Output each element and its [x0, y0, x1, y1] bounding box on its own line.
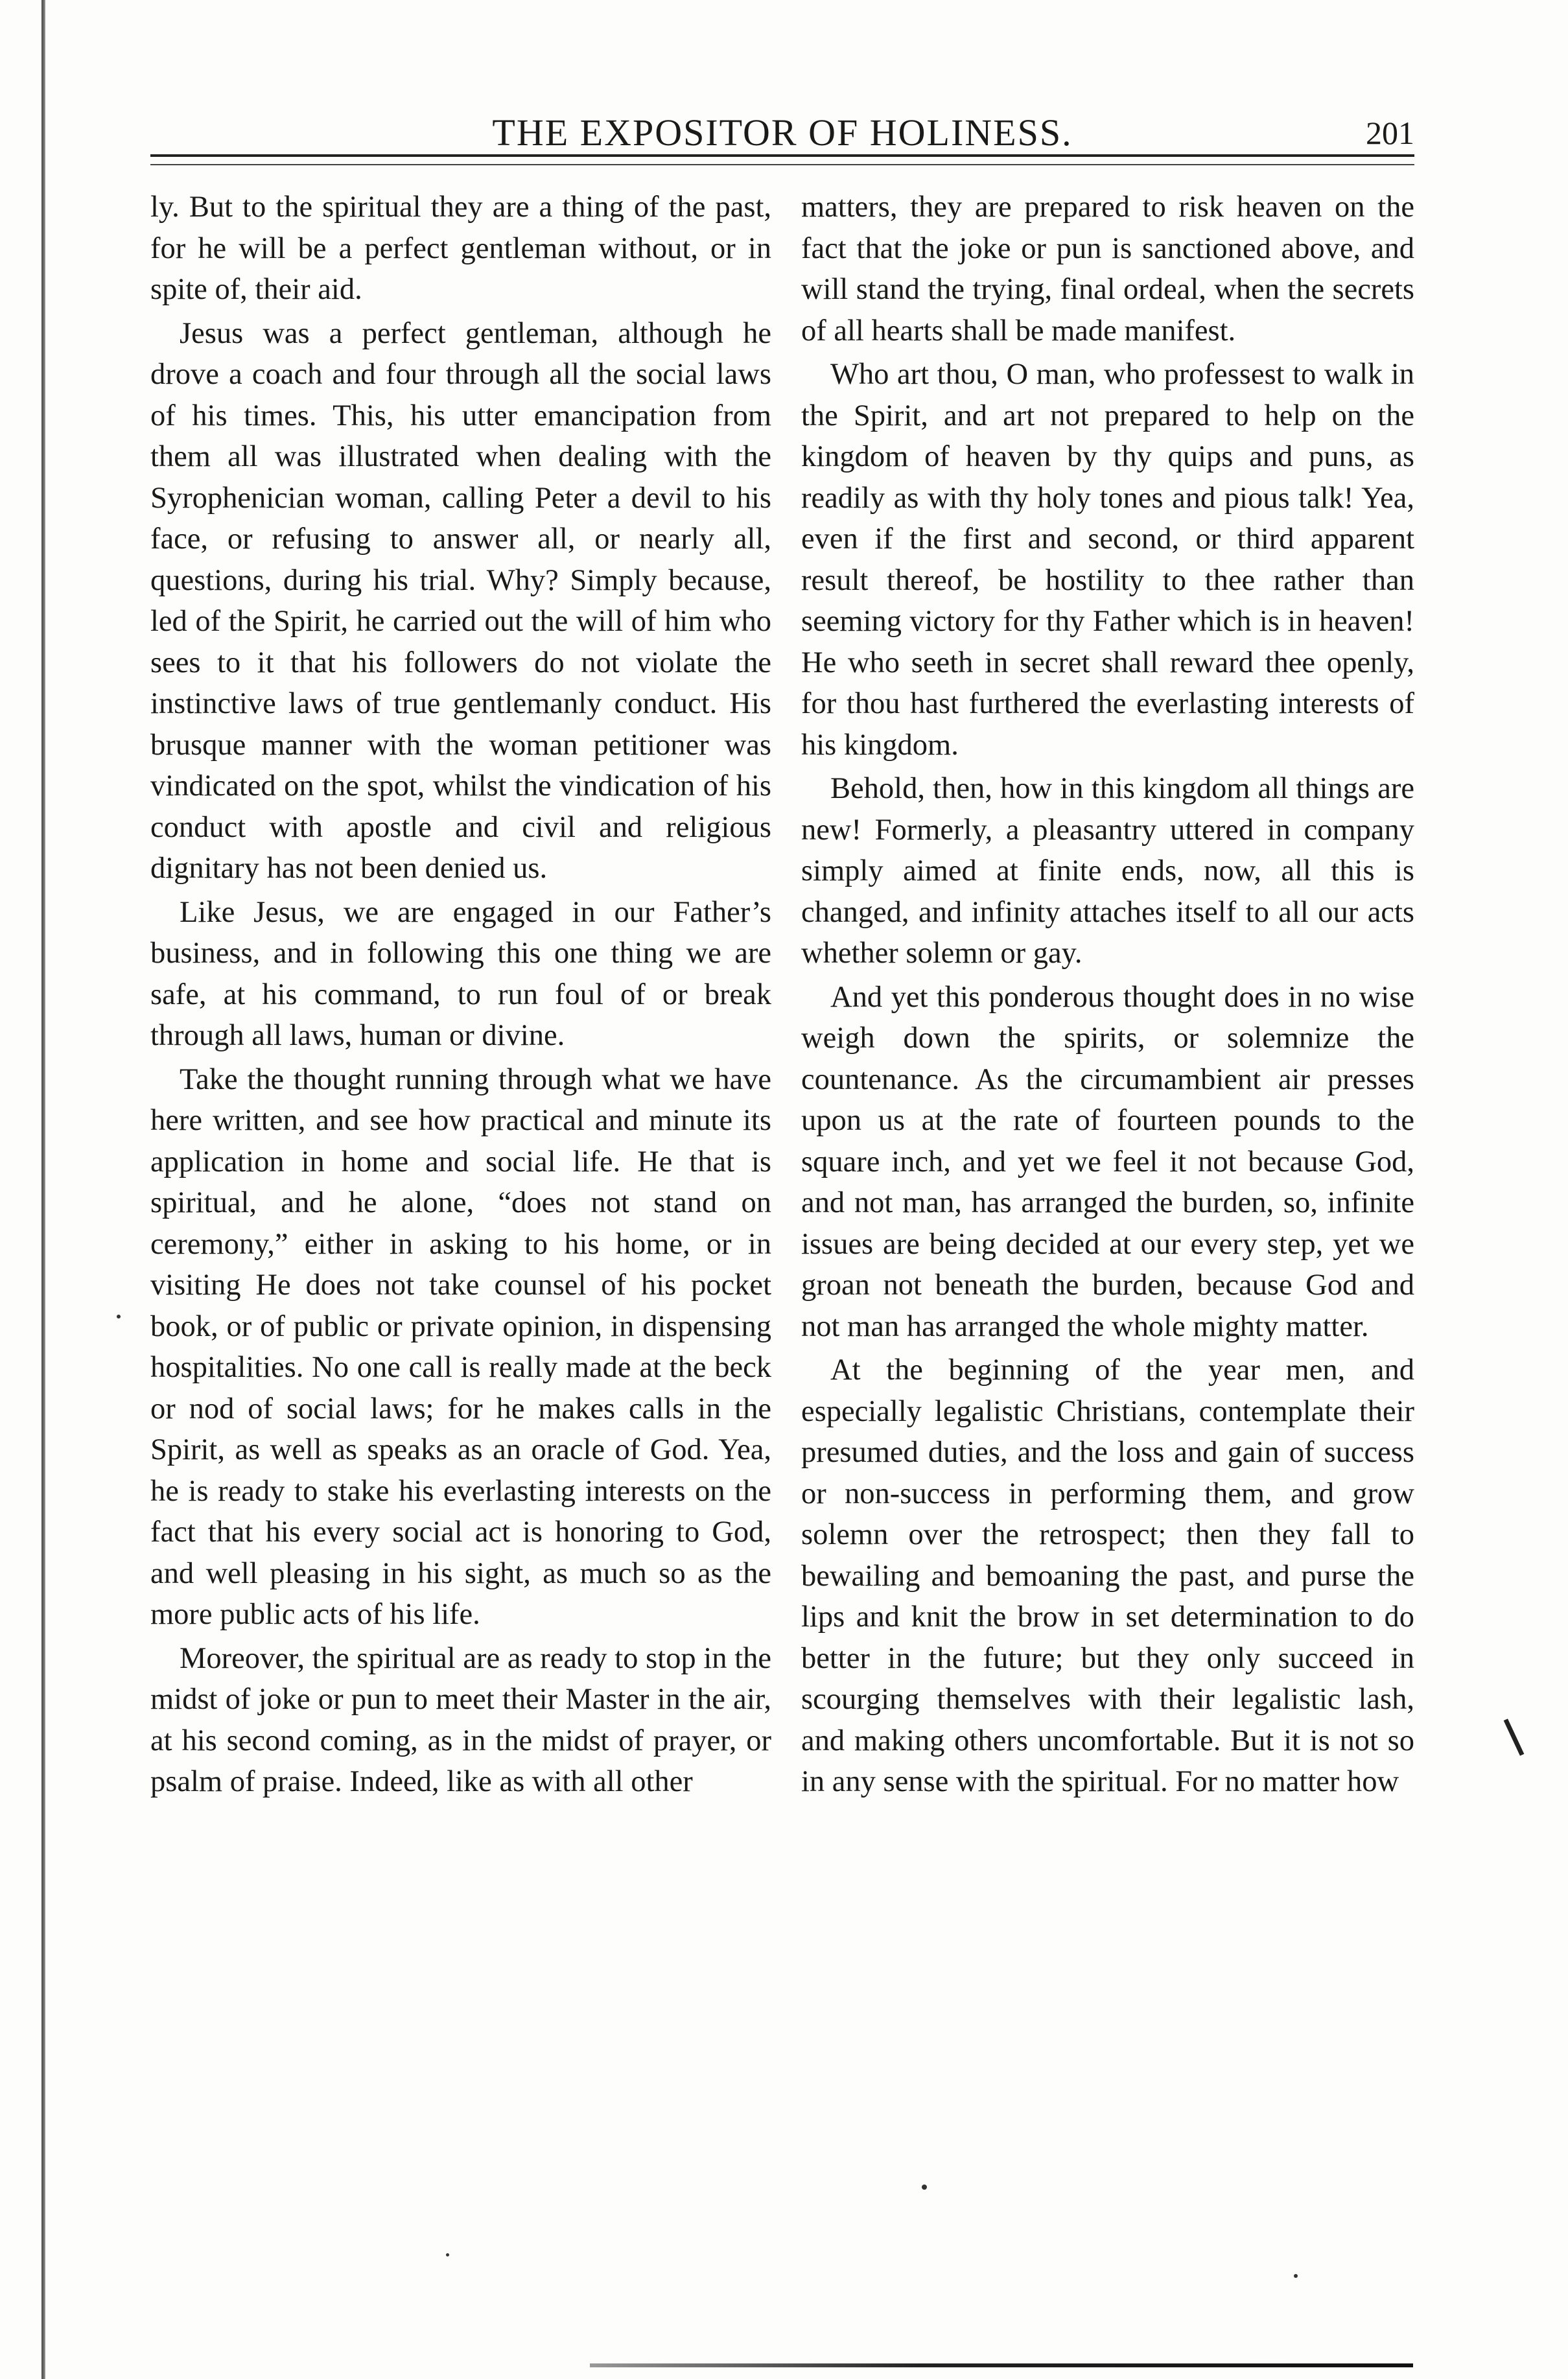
- scan-speck: [117, 1315, 121, 1318]
- header-rule-secondary: [150, 164, 1414, 165]
- scan-speck: [1294, 2274, 1298, 2278]
- right-column: [801, 187, 1414, 1803]
- paragraph: Who art thou, O man, who professest to walk in the Spirit, and art not prepared to help on the kingdom of heaven by thy quips and puns, as readily as with thy holy tones and pious talk! Yea, even if the first and second, or third apparent result thereof, be hostility to thee rather than seeming victory for thy Father which is in heaven! He who seeth in secret shall reward thee openly, for thou hast furthered the everlasting interests of his kingdom.: [801, 358, 1414, 762]
- paragraph: Take the thought running through what we have here written, and see how practical and minute its application in home and social life. He that is spiritual, and he alone, “does not stand on ceremony,” either in asking to his home, or in visiting He does not take counsel of his pocket book, or of public or private opinion, in dispensing hospitalities. No one call is really made at the beck or nod of social laws; for he makes calls in the Spirit, as well as speaks as an oracle of God. Yea, he is ready to stake his everlasting interests on the fact that his every social act is honoring to God, and well pleasing in his sight, as much so as the more public acts of his life.: [150, 1062, 771, 1631]
- scan-speck: [922, 2185, 927, 2190]
- paragraph: And yet this ponderous thought does in no wise weigh down the spirits, or solemnize the countenance. As the circumambient air presses upon us at the rate of fourteen pounds to the square inch, and yet we feel it not because God, and not man, has arranged the burden, so, infinite issues are being decided at our every step, yet we groan not beneath the burden, because God and not man has arranged the whole mighty matter.: [801, 980, 1414, 1343]
- page-number: 201: [1366, 115, 1414, 151]
- running-header: [150, 107, 1414, 159]
- paragraph: ly. But to the spiritual they are a thing of the past, for he will be a perfect gentleman without, or in spite of, their aid.: [150, 191, 771, 306]
- scan-speck: [446, 2253, 449, 2256]
- scan-margin-line: [41, 0, 45, 2379]
- paragraph: Moreover, the spiritual are as ready to stop in the midst of joke or pun to meet their Master in the air, at his second coming, as in the midst of prayer, or psalm of praise. Indeed, like as with all other: [150, 1641, 771, 1798]
- header-rule: [150, 154, 1414, 157]
- paragraph: Behold, then, how in this kingdom all things are new! Formerly, a pleasantry uttered in company simply aimed at finite ends, now, all this is changed, and infinity attaches itself to all our acts whether solemn or gay.: [801, 772, 1414, 970]
- page-title: THE EXPOSITOR OF HOLINESS.: [492, 111, 1073, 154]
- bottom-rule: [590, 2363, 1413, 2367]
- paragraph: At the beginning of the year men, and especially legalistic Christians, contemplate their presumed duties, and the loss and gain of success or non-success in performing them, and grow solemn over the retrospect; then they fall to bewailing and bemoaning the past, and purse the lips and knit the brow in set determination to do better in the future; but they only succeed in scourging themselves with their legalistic lash, and making others uncomfortable. But it is not so in any sense with the spiritual. For no matter how: [801, 1354, 1414, 1798]
- left-column: [150, 187, 771, 1803]
- paragraph: matters, they are prepared to risk heaven on the fact that the joke or pun is sanctioned above, and will stand the trying, final ordeal, when the secrets of all hearts shall be made manifest.: [801, 191, 1414, 347]
- paragraph: Like Jesus, we are engaged in our Father’s business, and in following this one thing we are safe, at his command, to run foul of or break through all laws, human or divine.: [150, 895, 771, 1052]
- paragraph: Jesus was a perfect gentleman, although he drove a coach and four through all the social laws of his times. This, his utter emancipation from them all was illustrated when dealing with the Syrophenician woman, calling Peter a devil to his face, or refusing to answer all, or nearly all, questions, during his trial. Why? Simply because, led of the Spirit, he carried out the will of him who sees to it that his followers do not violate the instinctive laws of true gentlemanly conduct. His brusque manner with the woman petitioner was vindicated on the spot, whilst the vindication of his conduct with apostle and civil and religious dignitary has not been denied us.: [150, 316, 771, 885]
